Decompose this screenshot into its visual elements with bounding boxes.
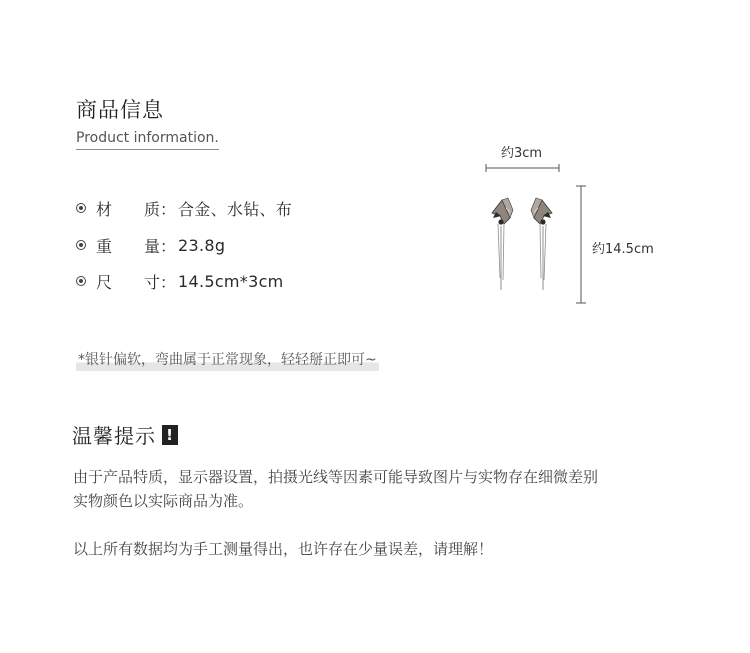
spec-value: 14.5cm*3cm bbox=[178, 271, 284, 291]
spec-label: 尺 寸： bbox=[96, 272, 177, 292]
disclaimer-paragraph bbox=[73, 465, 693, 513]
bullet-icon bbox=[76, 203, 86, 213]
earring-dimension-diagram bbox=[480, 160, 590, 310]
spec-row-weight bbox=[76, 234, 225, 256]
warning-icon: ! bbox=[162, 425, 178, 445]
section-title: 商品信息 bbox=[76, 98, 164, 122]
bullet-icon bbox=[76, 276, 86, 286]
tips-heading bbox=[72, 420, 178, 449]
height-dimension-label: 约14.5cm bbox=[592, 242, 654, 257]
tips-title: 温馨提示 bbox=[72, 424, 156, 448]
spec-row-material bbox=[76, 197, 292, 219]
spec-value: 合金、水钻、布 bbox=[178, 199, 293, 219]
care-note: *银针偏软，弯曲属于正常现象，轻轻掰正即可~ bbox=[76, 348, 379, 371]
measurement-note: 以上所有数据均为手工测量得出，也许存在少量误差，请理解！ bbox=[73, 540, 494, 558]
spec-row-size bbox=[76, 270, 284, 292]
spec-label: 材 质： bbox=[96, 199, 177, 219]
width-dimension-line bbox=[486, 164, 559, 172]
disclaimer-line-2: 实物颜色以实际商品为准。 bbox=[73, 492, 254, 510]
right-earring-icon bbox=[531, 198, 552, 290]
height-dimension-line bbox=[576, 186, 586, 303]
bullet-icon bbox=[76, 240, 86, 250]
section-subtitle: Product information. bbox=[76, 130, 219, 150]
disclaimer-line-1: 由于产品特质，显示器设置，拍摄光线等因素可能导致图片与实物存在细微差别 bbox=[73, 468, 599, 486]
spec-label: 重 量： bbox=[96, 236, 177, 256]
width-dimension-label: 约3cm bbox=[501, 146, 543, 161]
left-earring-icon bbox=[492, 198, 513, 290]
spec-value: 23.8g bbox=[178, 235, 226, 255]
